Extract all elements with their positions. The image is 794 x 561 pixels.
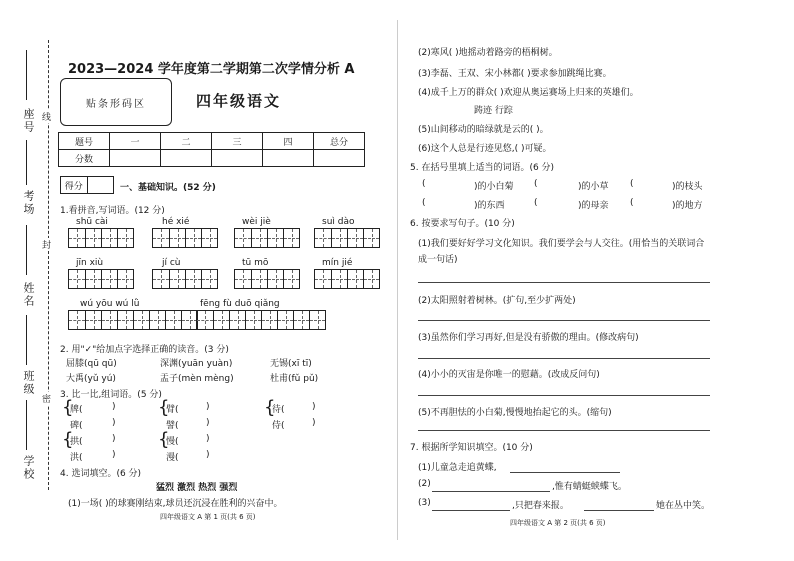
seal-char-mi: 密 bbox=[42, 392, 51, 405]
score-header-cell: 四 bbox=[263, 133, 314, 150]
q4-word-options: 猛烈 激烈 热烈 强烈 bbox=[156, 483, 238, 493]
school-label: 学校 bbox=[22, 455, 35, 481]
q3-brace: { bbox=[62, 429, 74, 450]
q7-line: 她在丛中笑。 bbox=[656, 501, 711, 511]
q1-write-grid[interactable] bbox=[68, 310, 198, 330]
q2-stem: 2. 用"✓"给加点字选择正确的读音。(3 分) bbox=[60, 345, 229, 355]
q3-item[interactable]: 臂( bbox=[166, 405, 179, 415]
q4-item[interactable]: (5)山间移动的暗绿就是云的( )。 bbox=[418, 125, 549, 135]
q3-item[interactable]: 碑( bbox=[70, 421, 83, 431]
q5-stem: 5. 在括号里填上适当的词语。(6 分) bbox=[410, 163, 555, 173]
q5-item: )的小草 bbox=[578, 182, 609, 192]
q4-stem: 4. 选词填空。(6 分) bbox=[60, 469, 142, 479]
class-line bbox=[26, 315, 28, 365]
subject-title: 四年级语文 bbox=[196, 92, 282, 110]
q3-close: ) bbox=[112, 450, 116, 460]
score-cell[interactable] bbox=[161, 150, 212, 167]
q3-close: ) bbox=[206, 402, 210, 412]
section-score-box bbox=[60, 176, 114, 194]
q6-stem: 6. 按要求写句子。(10 分) bbox=[410, 219, 515, 229]
q5-bracket[interactable]: ( bbox=[422, 198, 426, 208]
answer-line[interactable] bbox=[510, 472, 620, 474]
score-cell[interactable] bbox=[263, 150, 314, 167]
q3-brace: { bbox=[62, 397, 74, 418]
q4-item[interactable]: (3)李磊、王双、宋小林都( )要求参加跳绳比赛。 bbox=[418, 69, 612, 79]
q6-sentence: (2)太阳照射着树林。(扩句,至少扩两处) bbox=[418, 296, 576, 306]
q6-sentence: (1)我们要好好学习文化知识。我们要学会与人交往。(用恰当的关联词合 bbox=[418, 239, 705, 249]
seal-char-xian: 线 bbox=[42, 110, 51, 123]
exam-room-line bbox=[26, 140, 28, 185]
name-line bbox=[26, 225, 28, 275]
q3-item[interactable]: 慢( bbox=[166, 437, 179, 447]
exam-title: 2023—2024 学年度第二学期第二次学情分析 A bbox=[68, 62, 355, 77]
page-footer-right: 四年级语文 A 第 2 页(共 6 页) bbox=[510, 519, 606, 527]
q1-pinyin: fēng fù duō qiǎng bbox=[200, 299, 280, 309]
q6-sentence: (3)虽然你们学习再好,但是没有骄傲的理由。(修改病句) bbox=[418, 333, 639, 343]
answer-line[interactable] bbox=[418, 395, 710, 397]
answer-line[interactable] bbox=[418, 358, 710, 360]
q1-write-grid[interactable] bbox=[314, 269, 380, 289]
seal-char-feng: 封 bbox=[42, 238, 51, 251]
q3-close: ) bbox=[206, 450, 210, 460]
score-header-cell: 题号 bbox=[59, 133, 110, 150]
q3-item[interactable]: 拱( bbox=[70, 437, 83, 447]
q1-stem: 1.看拼音,写词语。(12 分) bbox=[60, 206, 165, 216]
q1-pinyin: wèi jiè bbox=[242, 217, 271, 227]
answer-line[interactable] bbox=[418, 282, 710, 284]
score-cell[interactable] bbox=[110, 150, 161, 167]
q3-close: ) bbox=[312, 418, 316, 428]
q3-brace: { bbox=[158, 429, 170, 450]
answer-line[interactable] bbox=[418, 430, 710, 432]
q7-line: (1)儿童急走追黄蝶, bbox=[418, 463, 497, 473]
score-header-cell: 总分 bbox=[314, 133, 365, 150]
q2-item[interactable]: 深渊(yuān yuàn) bbox=[160, 359, 233, 369]
q6-sentence: (4)小小的灭宙是你唯一的慰藉。(改成反问句) bbox=[418, 370, 600, 380]
section-score-label: 得分 bbox=[64, 181, 83, 192]
q3-close: ) bbox=[206, 434, 210, 444]
q7-line: ,只把春来报。 bbox=[512, 501, 569, 511]
q1-pinyin: mín jié bbox=[322, 258, 353, 268]
q5-item: )的东西 bbox=[474, 201, 505, 211]
q1-write-grid[interactable] bbox=[196, 310, 326, 330]
q3-brace: { bbox=[264, 397, 276, 418]
q2-item[interactable]: 屈膝(qū qū) bbox=[66, 359, 117, 369]
q5-bracket[interactable]: ( bbox=[630, 198, 634, 208]
q4-item[interactable]: (1)一场( )的球赛刚结束,球员还沉浸在胜利的兴奋中。 bbox=[68, 499, 283, 509]
q6-sentence: (5)不再胆怯的小白菊,慢慢地抬起它的头。(缩句) bbox=[418, 408, 612, 418]
q7-line: (3) bbox=[418, 498, 431, 508]
q2-item[interactable]: 盂子(mèn mèng) bbox=[160, 374, 234, 384]
seat-number-line bbox=[26, 50, 28, 100]
answer-line[interactable] bbox=[432, 510, 510, 512]
q3-item[interactable]: 漫( bbox=[166, 453, 179, 463]
exam-room-label: 考场 bbox=[22, 190, 35, 216]
q4-word-options-2: 踌迹 行踪 bbox=[474, 106, 513, 116]
answer-line[interactable] bbox=[418, 320, 710, 322]
score-cell[interactable] bbox=[212, 150, 263, 167]
q3-item[interactable]: 譬( bbox=[166, 421, 179, 431]
q5-bracket[interactable]: ( bbox=[630, 179, 634, 189]
q1-write-grid[interactable] bbox=[234, 228, 300, 248]
section-score-input[interactable] bbox=[87, 177, 114, 193]
q1-write-grid[interactable] bbox=[68, 228, 134, 248]
page-divider bbox=[397, 20, 399, 540]
score-header-cell: 二 bbox=[161, 133, 212, 150]
score-header-cell: 一 bbox=[110, 133, 161, 150]
q7-line: ,惟有蜻蜓蛱蝶飞。 bbox=[552, 482, 627, 492]
q3-close: ) bbox=[312, 402, 316, 412]
q4-item[interactable]: (2)寒风( )地摇动着路旁的梧桐树。 bbox=[418, 48, 558, 58]
q5-bracket[interactable]: ( bbox=[534, 198, 538, 208]
page-footer-left: 四年级语文 A 第 1 页(共 6 页) bbox=[160, 513, 256, 521]
q1-write-grid[interactable] bbox=[314, 228, 380, 248]
q1-pinyin: jí cù bbox=[162, 258, 181, 268]
q7-stem: 7. 根据所学知识填空。(10 分) bbox=[410, 443, 533, 453]
q1-write-grid[interactable] bbox=[234, 269, 300, 289]
q3-item[interactable]: 牌( bbox=[70, 405, 83, 415]
q1-write-grid[interactable] bbox=[152, 228, 218, 248]
answer-line[interactable] bbox=[584, 510, 654, 512]
q5-item: )的地方 bbox=[672, 201, 703, 211]
q1-write-grid[interactable] bbox=[68, 269, 134, 289]
score-table bbox=[58, 132, 365, 167]
q3-stem: 3. 比一比,组词语。(5 分) bbox=[60, 390, 162, 400]
q3-close: ) bbox=[112, 418, 116, 428]
q3-close: ) bbox=[206, 418, 210, 428]
q3-brace: { bbox=[158, 397, 170, 418]
q3-close: ) bbox=[112, 434, 116, 444]
q1-pinyin: tū mō bbox=[242, 258, 269, 268]
q1-pinyin: jīn xiù bbox=[76, 258, 104, 268]
q5-bracket[interactable]: ( bbox=[422, 179, 426, 189]
q1-write-grid[interactable] bbox=[152, 269, 218, 289]
q2-item[interactable]: 杜甫(fǔ pǔ) bbox=[270, 374, 319, 384]
score-row-label: 分数 bbox=[59, 150, 110, 167]
answer-line[interactable] bbox=[432, 491, 550, 493]
q3-close: ) bbox=[112, 402, 116, 412]
barcode-area: 贴条形码区 bbox=[60, 78, 172, 126]
q5-bracket[interactable]: ( bbox=[534, 179, 538, 189]
q4-item[interactable]: (6)这个人总是行迹见悠,( )可疑。 bbox=[418, 144, 552, 154]
q3-item[interactable]: 洪( bbox=[70, 453, 83, 463]
seal-line bbox=[48, 40, 49, 490]
section-heading: 一、基础知识。(52 分) bbox=[120, 183, 216, 193]
seat-number-label: 座号 bbox=[22, 108, 35, 134]
q1-pinyin: hé xié bbox=[162, 217, 190, 227]
q6-sentence: 成一句话) bbox=[418, 255, 458, 265]
q7-line: (2) bbox=[418, 479, 431, 489]
score-header-cell: 三 bbox=[212, 133, 263, 150]
name-label: 姓名 bbox=[22, 282, 35, 308]
q4-item[interactable]: (4)成千上万的群众( )欢迎从奥运赛场上归来的英雄们。 bbox=[418, 88, 639, 98]
school-line bbox=[26, 400, 28, 450]
q2-item[interactable]: 大禹(yǔ yú) bbox=[66, 374, 116, 384]
q3-item[interactable]: 侍( bbox=[272, 421, 285, 431]
q1-pinyin: wú yōu wú lǜ bbox=[80, 299, 140, 309]
score-cell[interactable] bbox=[314, 150, 365, 167]
q1-pinyin: shū cài bbox=[76, 217, 108, 227]
q5-item: )的母亲 bbox=[578, 201, 609, 211]
q1-pinyin: suì dào bbox=[322, 217, 355, 227]
q5-item: )的枝头 bbox=[672, 182, 703, 192]
q5-item: )的小白菊 bbox=[474, 182, 514, 192]
q3-item[interactable]: 待( bbox=[272, 405, 285, 415]
q2-item[interactable]: 无锡(xī tī) bbox=[270, 359, 312, 369]
class-label: 班级 bbox=[22, 370, 35, 396]
